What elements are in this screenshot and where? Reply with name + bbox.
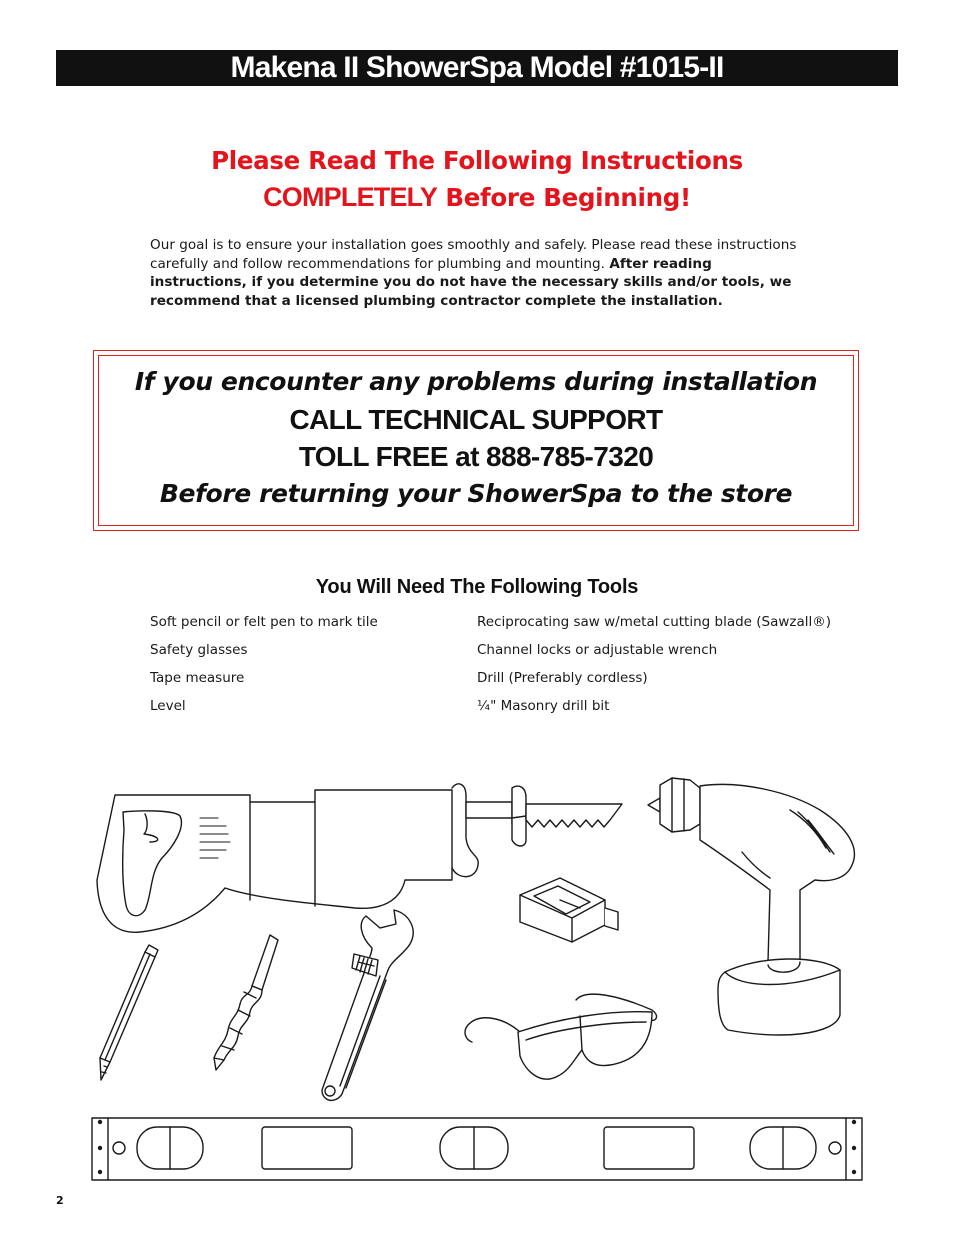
support-line-1: If you encounter any problems during installation xyxy=(134,367,818,396)
support-phone: TOLL FREE at 888-785-7320 xyxy=(298,441,654,472)
notice-line-1: Please Read The Following Instructions xyxy=(211,146,743,175)
notice-emphasis: COMPLETELY xyxy=(263,182,438,212)
tool-item: Level xyxy=(150,698,186,714)
tools-row xyxy=(150,670,850,698)
level-icon xyxy=(92,1118,862,1180)
tool-item: ¼" Masonry drill bit xyxy=(477,698,610,714)
page-number: 2 xyxy=(56,1194,64,1207)
page-title: Makena II ShowerSpa Model #1015-II xyxy=(230,51,724,84)
tools-row xyxy=(150,642,850,670)
notice-line-2 xyxy=(0,179,954,216)
intro-bold-text: After reading instructions, if you determine you do not have the necessary skills and/or tools, we recommend that a licensed plumbing contractor complete the installation. xyxy=(150,255,792,309)
tools-list xyxy=(150,614,850,726)
pencil-icon xyxy=(100,945,158,1080)
tools-heading: You Will Need The Following Tools xyxy=(315,576,639,598)
read-instructions-notice xyxy=(0,142,954,216)
tools-row xyxy=(150,614,850,642)
adjustable-wrench-icon xyxy=(322,910,413,1100)
tape-measure-icon xyxy=(520,878,618,942)
support-line-4: Before returning your ShowerSpa to the store xyxy=(159,479,793,508)
support-line-2: CALL TECHNICAL SUPPORT xyxy=(289,404,663,435)
intro-paragraph xyxy=(150,236,810,310)
intro-text: Our goal is to ensure your installation goes smoothly and safely. Please read these instructions carefully and follow recommendations for plumbing and mounting. xyxy=(150,237,797,272)
masonry-drill-bit-icon xyxy=(214,935,278,1070)
tool-item: Tape measure xyxy=(150,670,245,686)
safety-glasses-icon xyxy=(465,994,656,1079)
tool-item: Soft pencil or felt pen to mark tile xyxy=(150,614,378,630)
cordless-drill-icon xyxy=(648,778,854,1035)
tool-item: Channel locks or adjustable wrench xyxy=(477,642,718,658)
tool-item: Reciprocating saw w/metal cutting blade (Sawzall®) xyxy=(477,614,832,630)
tool-item: Drill (Preferably cordless) xyxy=(477,670,648,686)
title-bar xyxy=(56,50,898,86)
tools-row xyxy=(150,698,850,726)
notice-line-2-rest: Before Beginning! xyxy=(437,183,691,212)
tool-item: Safety glasses xyxy=(150,642,248,658)
tools-illustration xyxy=(0,740,954,1185)
support-box xyxy=(93,350,859,531)
